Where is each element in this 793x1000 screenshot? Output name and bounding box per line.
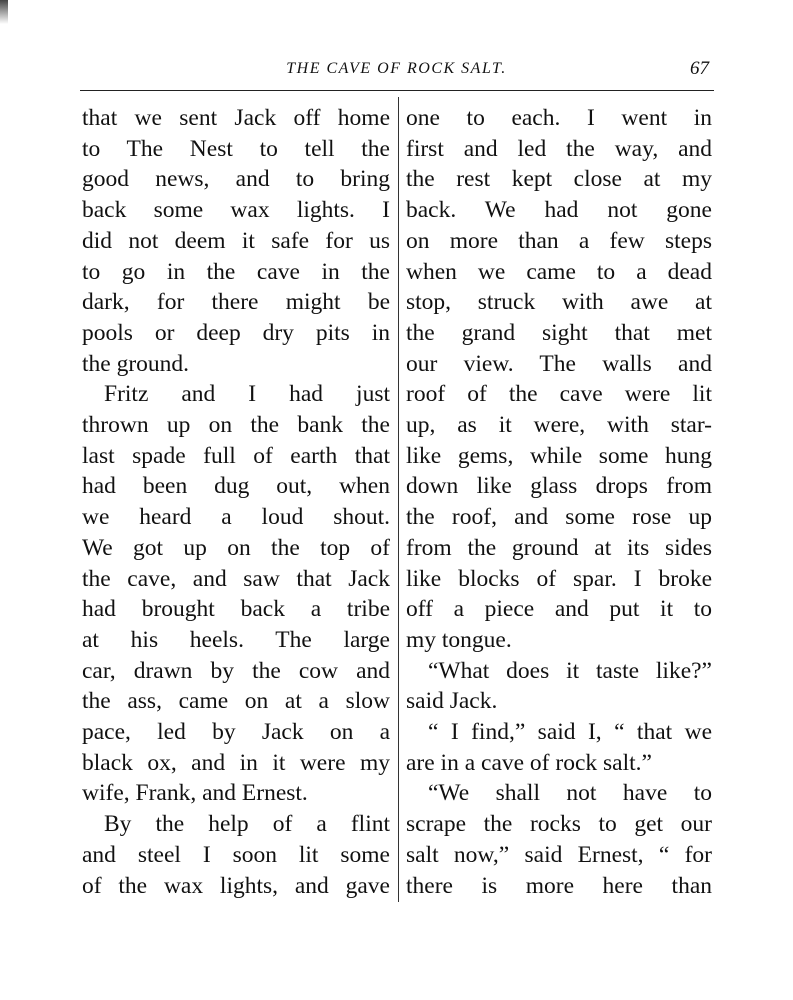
right-column-line: there is more here than [406, 872, 712, 899]
left-column-line: good news, and to bring [82, 166, 390, 193]
left-column [82, 103, 390, 901]
left-column-line: to go in the cave in the [82, 258, 390, 285]
right-column-line: stop, struck with awe at [406, 289, 712, 316]
right-column-line: down like glass drops from [406, 473, 712, 500]
left-column-line: the ass, came on at a slow [82, 688, 390, 715]
running-title: THE CAVE OF ROCK SALT. [286, 60, 507, 77]
right-column-line: from the ground at its sides [406, 534, 712, 561]
right-column-line: our view. The walls and [406, 350, 712, 377]
right-column-line: salt now,” said Ernest, “ for [406, 841, 712, 868]
left-column-line: dark, for there might be [82, 289, 390, 316]
right-column-line: the roof, and some rose up [406, 504, 712, 531]
right-column-line: “What does it taste like?” [428, 657, 712, 684]
left-column-line: black ox, and in it were my [82, 749, 390, 776]
column-divider [398, 97, 399, 902]
left-column-line: Fritz and I had just [104, 381, 390, 408]
right-column-line: the grand sight that met [406, 319, 712, 346]
page-number: 67 [690, 58, 709, 79]
right-column-line: “We shall not have to [428, 780, 712, 807]
right-column-line: on more than a few steps [406, 227, 712, 254]
left-column-line: wife, Frank, and Ernest. [82, 780, 308, 807]
left-column-line: did not deem it safe for us [82, 227, 390, 254]
right-column-line: like blocks of spar. I broke [406, 565, 712, 592]
right-column-line: “ I find,” said I, “ that we [428, 719, 712, 746]
left-column-line: we heard a loud shout. [82, 504, 390, 531]
right-column-line: the rest kept close at my [406, 166, 712, 193]
left-column-line: back some wax lights. I [82, 197, 390, 224]
right-column-line: are in a cave of rock salt.” [406, 749, 652, 776]
header-rule [80, 90, 714, 91]
left-column-line: had brought back a tribe [82, 596, 390, 623]
left-column-line: By the help of a flint [104, 811, 390, 838]
right-column-line: up, as it were, with star- [406, 412, 712, 439]
right-column-line: one to each. I went in [406, 105, 712, 131]
left-column-line: thrown up on the bank the [82, 412, 390, 439]
left-column-line: We got up on the top of [82, 534, 390, 561]
right-column-line: my tongue. [406, 626, 512, 653]
right-column-line: like gems, while some hung [406, 442, 712, 469]
right-column-line: first and led the way, and [406, 135, 712, 162]
left-column-line: the cave, and saw that Jack [82, 565, 390, 592]
left-column-line: pools or deep dry pits in [82, 319, 390, 346]
left-column-line: car, drawn by the cow and [82, 657, 390, 684]
left-column-line: that we sent Jack off home [82, 105, 390, 131]
left-column-line: had been dug out, when [82, 473, 390, 500]
right-column [406, 103, 712, 901]
scan-edge-shadow [0, 0, 8, 24]
right-column-line: off a piece and put it to [406, 596, 712, 623]
right-column-line: roof of the cave were lit [406, 381, 712, 408]
left-column-line: at his heels. The large [82, 626, 390, 653]
left-column-line: and steel I soon lit some [82, 841, 390, 868]
left-column-line: of the wax lights, and gave [82, 872, 390, 899]
right-column-line: said Jack. [406, 688, 498, 715]
left-column-line: pace, led by Jack on a [82, 719, 390, 746]
right-column-line: when we came to a dead [406, 258, 712, 285]
right-column-line: scrape the rocks to get our [406, 811, 712, 838]
left-column-line: last spade full of earth that [82, 442, 390, 469]
right-column-line: back. We had not gone [406, 197, 712, 224]
left-column-line: to The Nest to tell the [82, 135, 390, 162]
left-column-line: the ground. [82, 350, 190, 377]
